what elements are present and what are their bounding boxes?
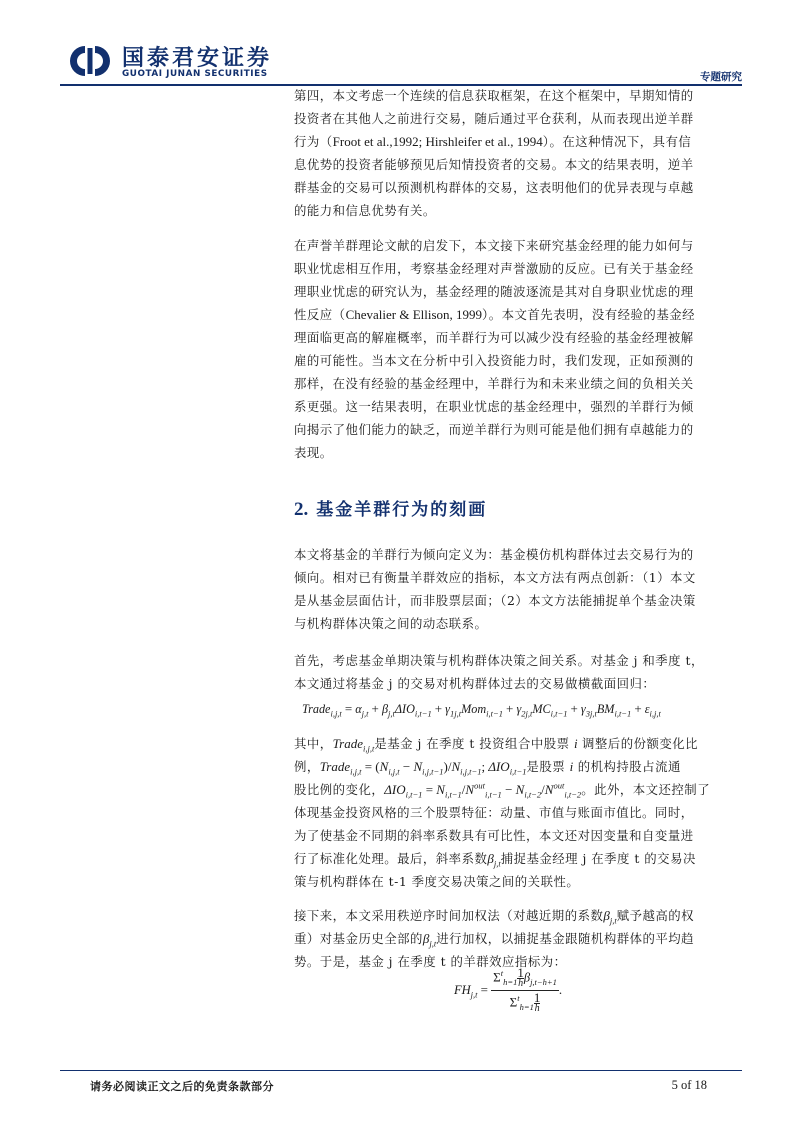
text-span: 股比例的变化， xyxy=(294,782,385,797)
text-line: 本文通过将基金 j 的交易对机构群体过去的交易做横截面回归： xyxy=(294,676,656,691)
text-line: 表现。 xyxy=(294,445,333,460)
text-span: 行了标准化处理。最后，斜率系数 xyxy=(294,851,488,866)
text-line: 的能力和信息优势有关。 xyxy=(294,203,436,218)
disclaimer-notice: 请务必阅读正文之后的免责条款部分 xyxy=(90,1080,274,1093)
text-span: ）。本文首先表明，没有经验的基金经 xyxy=(482,307,695,322)
text-line: 向揭示了他们能力的缺乏，而逆羊群行为则可能是他们拥有卓越能力的 xyxy=(294,422,694,437)
paragraph-variable-definitions xyxy=(294,732,710,893)
report-type-label: 专题研究 xyxy=(700,71,742,83)
footer-divider xyxy=(60,1070,742,1071)
text-span: 捕捉基金经理 j 在季度 t 的交易决 xyxy=(500,851,696,866)
text-line: 接下来，本文采用秩逆序时间加权法（对越近期的系数$\beta_{j,t}$赋予越高的权 xyxy=(294,908,695,926)
text-line: 职业忧虑相互作用，考察基金经理对声誉激励的反应。已有关于基金经 xyxy=(294,261,694,276)
text-span: ）。在这种情况下，具有信 xyxy=(542,134,692,149)
text-line: 系更强。这一结果表明，在职业忧虑的基金经理中，强烈的羊群行为倾 xyxy=(294,399,694,414)
text-line: 策与机构群体在 t-1 季度交易决策之间的关联性。 xyxy=(294,874,580,889)
page-number: 5 of 18 xyxy=(671,1078,707,1092)
text-span: 是基金 j 在季度 t 投资组合中股票 xyxy=(374,736,574,751)
text-line: 势。于是，基金 j 在季度 t 的羊群效应指标为： xyxy=(294,954,567,969)
text-line: 重）对基金历史全部的$\beta_{j,t}$进行加权，以捕捉基金跟随机构群体的平均趋 xyxy=(294,931,695,949)
text-line: 群基金的交易可以预测机构群体的交易，这表明他们的优异表现与卓越 xyxy=(294,180,694,195)
herding-index-equation: $FH_{j,t}$ = $\Sigma^t_{h=1}$ $\frac{1}{h}\beta_{j,t-h+1}$ $\Sigma^t_{h=1}$ $\frac{1}{h}$ . xyxy=(454,965,563,1014)
text-line: 息优势的投资者能够预见后知情投资者的交易。本文的结果表明，逆羊 xyxy=(294,157,694,172)
text-line: 那样，在没有经验的基金经理中，羊群行为和未来业绩之间的负相关关 xyxy=(294,376,694,391)
text-line: 第四，本文考虑一个连续的信息获取框架，在这个框架中，早期知情的 xyxy=(294,88,694,103)
text-line: 行了标准化处理。最后，斜率系数$\beta_{j,t}$捕捉基金经理 j 在季度 t 的交易决 xyxy=(294,851,696,869)
text-span: 重）对基金历史全部的 xyxy=(294,931,423,946)
text-line xyxy=(294,130,694,153)
text-span: 是股票 xyxy=(526,759,570,774)
section-title-text: 基金羊群行为的刻画 xyxy=(316,500,488,520)
text-line: 本文将基金的羊群行为倾向定义为：基金模仿机构群体过去交易行为的 xyxy=(294,547,694,562)
regression-equation: Trade$_{i,j,t}$ = $\alpha_{j,t} + \beta_{j,t}\Delta IO_{i,t-1} + \gamma_{1j,t}Mom_{i,t-1} + \gamma_{2j,t}MC_{i,t-1} + \gamma_{3j,t}BM_{i,t-1} + \varepsilon_{i,j,t}$ xyxy=(302,701,661,719)
text-span: 其中， xyxy=(294,736,333,751)
section-number: 2. xyxy=(294,499,309,520)
brand-name-cn: 国泰君安证券 xyxy=(122,46,273,71)
text-span: 赋予越高的权 xyxy=(616,908,695,923)
text-line: 在声誉羊群理论文献的启发下，本文接下来研究基金经理的能力如何与 xyxy=(294,238,694,253)
paragraph-herding-definition xyxy=(294,543,696,635)
brand-name-en: GUOTAI JUNAN SECURITIES xyxy=(122,69,268,79)
text-line: 理职业忧虑的研究认为，基金经理的随波逐流是其对自身职业忧虑的理 xyxy=(294,284,694,299)
text-span: 。此外，本文还控制了 xyxy=(581,782,711,797)
text-span: 性反应（ xyxy=(294,307,346,322)
text-line: 是从基金层面估计，而非股票层面；（2）本文方法能捕捉单个基金决策 xyxy=(294,593,696,608)
citation: Froot et al.,1992; Hirshleifer et al., 1994 xyxy=(332,134,543,149)
text-line: 例，Trade$_{i,j,t}$ = $(N_{i,j,t} - N_{i,j,t-1})/N_{i,j,t-1}$; $\Delta IO_{i,t-1}$是股票 i 的机构持股占流通 xyxy=(294,759,681,777)
citation: Chevalier & Ellison, 1999 xyxy=(345,307,483,322)
text-line: 雇的可能性。当本文在分析中引入投资能力时，我们发现，正如预测的 xyxy=(294,353,694,368)
text-span: 调整后的份额变化比 xyxy=(577,736,699,751)
text-line: 首先，考虑基金单期决策与机构群体决策之间关系。对基金 j 和季度 t， xyxy=(294,653,704,668)
text-span: 行为（ xyxy=(294,134,333,149)
text-span: 接下来，本文采用秩逆序时间加权法（对越近期的系数 xyxy=(294,908,604,923)
text-line: 股比例的变化，$\Delta IO_{i,t-1} = N_{i,t-1}/N^{out}_{i,t-1} - N_{i,t-2}/N^{out}_{i,t-2}$。此外，本文还控制了 xyxy=(294,780,711,800)
paragraph-information-framework xyxy=(294,84,694,222)
text-span: 进行加权，以捕捉基金跟随机构群体的平均趋 xyxy=(436,931,695,946)
text-line: 倾向。相对已有衡量羊群效应的指标，本文方法有两点创新：（1）本文 xyxy=(294,570,696,585)
text-line: 理面临更高的解雇概率，而羊群行为可以减少没有经验的基金经理被解 xyxy=(294,330,694,345)
text-line: 投资者在其他人之前进行交易，随后通过平仓获利，从而表现出逆羊群 xyxy=(294,111,694,126)
text-line: 体现基金投资风格的三个股票特征：动量、市值与账面市值比。同时， xyxy=(294,805,694,820)
section-heading xyxy=(294,495,487,521)
guotai-junan-logo-icon xyxy=(68,44,112,78)
page-header xyxy=(0,0,802,90)
paragraph-weighting-method xyxy=(294,904,694,973)
paragraph-reputation-herding xyxy=(294,234,695,464)
paragraph-regression-setup xyxy=(294,649,704,695)
text-span: 的机构持股占流通 xyxy=(573,759,681,774)
text-line: 与机构群体决策之间的动态联系。 xyxy=(294,616,488,631)
text-line: 其中，Trade$_{i,j,t}$是基金 j 在季度 t 投资组合中股票 i 调整后的份额变化比 xyxy=(294,736,699,754)
text-line xyxy=(294,303,695,326)
text-span: 例， xyxy=(294,759,320,774)
herding-index-fraction: $\Sigma^t_{h=1}$ $\frac{1}{h}\beta_{j,t-h+1}$ $\Sigma^t_{h=1}$ $\frac{1}{h}$ xyxy=(493,965,557,1014)
text-line: 为了使基金不同期的斜率系数具有可比性，本文还对因变量和自变量进 xyxy=(294,828,694,843)
